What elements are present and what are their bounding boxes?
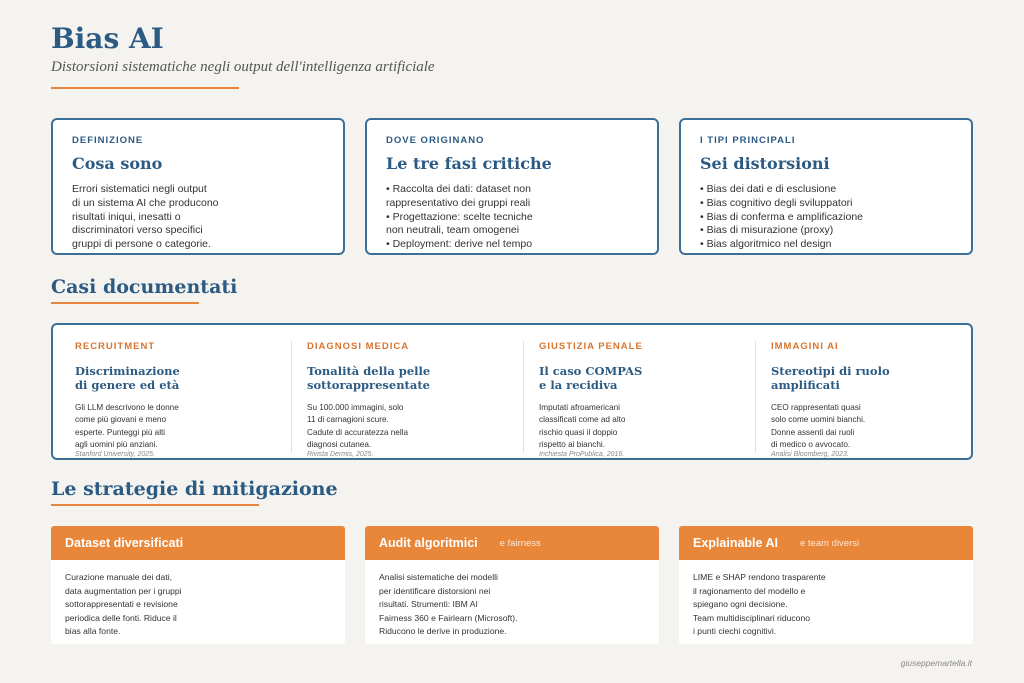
card-line: non neutrali, team omogenei bbox=[386, 224, 520, 237]
case-title-line: Tonalità della pelle bbox=[307, 364, 431, 378]
card-title: Cosa sono bbox=[72, 154, 163, 173]
case-body bbox=[75, 402, 285, 451]
case-title-line: e la recidiva bbox=[539, 378, 618, 392]
case-kicker: IMMAGINI AI bbox=[771, 341, 839, 352]
card-definition bbox=[51, 118, 345, 255]
strategy-subtitle: e fairness bbox=[499, 537, 541, 549]
strategy-title: Audit algoritmici bbox=[379, 536, 478, 550]
section-title-cases: Casi documentati bbox=[51, 276, 238, 298]
strategy-line: i punti ciechi cognitivi. bbox=[693, 626, 777, 636]
case-source: Rivista Dermis, 2025. bbox=[307, 451, 374, 459]
strategy-line: periodica delle fonti. Riduce il bbox=[65, 612, 177, 623]
strategy-line: data augmentation per i gruppi bbox=[65, 585, 182, 596]
card-title: Le tre fasi critiche bbox=[386, 154, 552, 173]
case-line: solo come uomini bianchi. bbox=[771, 415, 866, 425]
strategy-body bbox=[51, 560, 345, 644]
card-line: di un sistema AI che producono bbox=[72, 196, 219, 209]
case-source: Analisi Bloomberg, 2023. bbox=[771, 451, 849, 459]
strategy-line: il ragionamento del modello e bbox=[693, 585, 806, 596]
case-title bbox=[539, 364, 749, 392]
case-divider bbox=[291, 341, 292, 453]
case-kicker: DIAGNOSI MEDICA bbox=[307, 341, 410, 352]
strategy-header bbox=[51, 526, 345, 560]
strategy-dataset bbox=[51, 526, 345, 644]
card-origins bbox=[365, 118, 659, 255]
case-title bbox=[307, 364, 517, 392]
strategy-line: Riducono le derive in produzione. bbox=[379, 626, 507, 636]
card-line: Errori sistematici negli output bbox=[72, 183, 207, 195]
case-line: Su 100.000 immagini, solo bbox=[307, 403, 404, 412]
card-kicker: I TIPI PRINCIPALI bbox=[700, 135, 796, 146]
case-line: 11 di carnagioni scure. bbox=[307, 415, 389, 425]
case-line: Cadute di accuratezza nella bbox=[307, 427, 409, 437]
card-line: • Bias dei dati e di esclusione bbox=[700, 183, 837, 195]
case-divider bbox=[523, 341, 524, 453]
card-line: • Progettazione: scelte tecniche bbox=[386, 210, 533, 223]
strategy-subtitle: e team diversi bbox=[799, 537, 860, 549]
strategy-line: Fairness 360 e Fairlearn (Microsoft). bbox=[379, 612, 518, 623]
case-kicker: GIUSTIZIA PENALE bbox=[539, 341, 643, 352]
case-ai-images bbox=[771, 341, 981, 458]
strategy-title: Dataset diversificati bbox=[65, 536, 184, 550]
card-line: • Bias di misurazione (proxy) bbox=[700, 224, 834, 237]
strategy-body bbox=[679, 560, 973, 644]
title-underline bbox=[51, 87, 239, 89]
strategy-line: risultati. Strumenti: IBM AI bbox=[379, 599, 478, 609]
case-line: Donne assenti dai ruoli bbox=[771, 427, 855, 437]
card-line: • Raccolta dei dati: dataset non bbox=[386, 183, 531, 195]
strategy-line: LIME e SHAP rendono trasparente bbox=[693, 572, 826, 582]
case-title-line: di genere ed età bbox=[75, 378, 180, 392]
case-line: Gli LLM descrivono le donne bbox=[75, 403, 179, 412]
case-title-line: sottorappresentate bbox=[307, 378, 430, 392]
card-types bbox=[679, 118, 973, 255]
case-line: rischio quasi il doppio bbox=[539, 427, 618, 437]
card-line: gruppi di persone o categorie. bbox=[72, 238, 211, 251]
strategy-line: Analisi sistematiche dei modelli bbox=[379, 572, 498, 582]
case-line: esperte. Punteggi più alti bbox=[75, 427, 166, 437]
case-line: Imputati afroamericani bbox=[539, 403, 620, 412]
case-kicker: RECRUITMENT bbox=[75, 341, 156, 352]
card-kicker: DOVE ORIGINANO bbox=[386, 135, 485, 146]
case-body bbox=[307, 402, 517, 451]
card-line: • Bias di conferma e amplificazione bbox=[700, 210, 864, 223]
card-body bbox=[386, 183, 638, 252]
card-line: • Deployment: derive nel tempo bbox=[386, 238, 533, 251]
strategy-title: Explainable AI bbox=[693, 536, 778, 550]
case-line: diagnosi cutanea. bbox=[307, 439, 372, 449]
case-title-line: Il caso COMPAS bbox=[539, 364, 643, 378]
card-body bbox=[700, 183, 952, 252]
strategy-line: Team multidisciplinari riducono bbox=[693, 612, 811, 623]
case-medical bbox=[307, 341, 517, 458]
strategy-body bbox=[365, 560, 659, 644]
case-source: Stanford University, 2025. bbox=[75, 451, 156, 459]
card-line: rappresentativo dei gruppi reali bbox=[386, 196, 531, 209]
cases-panel bbox=[51, 323, 973, 460]
case-body bbox=[539, 402, 749, 451]
case-line: CEO rappresentati quasi bbox=[771, 403, 861, 412]
case-title-line: amplificati bbox=[771, 378, 840, 392]
section-underline bbox=[51, 302, 199, 304]
strategy-line: sottorappresentati e revisione bbox=[65, 599, 178, 609]
strategy-header bbox=[365, 526, 659, 560]
case-line: rispetto ai bianchi. bbox=[539, 439, 605, 449]
case-body bbox=[771, 402, 981, 451]
case-recruitment bbox=[75, 341, 285, 458]
page-title: Bias AI bbox=[51, 22, 164, 55]
case-title-line: Discriminazione bbox=[75, 364, 180, 378]
strategy-header bbox=[679, 526, 973, 560]
strategy-explainable bbox=[679, 526, 973, 644]
card-body bbox=[72, 183, 324, 252]
case-line: come più giovani e meno bbox=[75, 415, 167, 425]
strategy-line: per identificare distorsioni nei bbox=[379, 585, 491, 596]
strategy-line: spiegano ogni decisione. bbox=[693, 599, 788, 609]
card-line: risultati iniqui, inesatti o bbox=[72, 210, 181, 223]
case-justice bbox=[539, 341, 749, 458]
case-source: Inchiesta ProPublica, 2016. bbox=[539, 451, 625, 459]
card-kicker: DEFINIZIONE bbox=[72, 135, 144, 146]
case-divider bbox=[755, 341, 756, 453]
case-line: di medico o avvocato. bbox=[771, 439, 851, 449]
case-line: classificati come ad alto bbox=[539, 415, 626, 425]
footer-credit: giuseppemartella.it bbox=[900, 658, 972, 668]
case-title bbox=[771, 364, 981, 392]
strategy-line: Curazione manuale dei dati, bbox=[65, 572, 173, 582]
card-title: Sei distorsioni bbox=[700, 154, 830, 173]
section-title-strategies: Le strategie di mitigazione bbox=[51, 478, 338, 500]
page-subtitle: Distorsioni sistematiche negli output dell'intelligenza artificiale bbox=[51, 59, 435, 75]
strategy-line: bias alla fonte. bbox=[65, 626, 121, 636]
strategy-audit bbox=[365, 526, 659, 644]
card-line: • Bias algoritmico nel design bbox=[700, 238, 832, 251]
case-title-line: Stereotipi di ruolo bbox=[771, 364, 890, 378]
case-title bbox=[75, 364, 285, 392]
section-underline bbox=[51, 504, 259, 506]
case-line: agli uomini più anziani. bbox=[75, 439, 158, 449]
card-line: • Bias cognitivo degli sviluppatori bbox=[700, 196, 853, 209]
card-line: discriminatori verso specifici bbox=[72, 224, 203, 237]
